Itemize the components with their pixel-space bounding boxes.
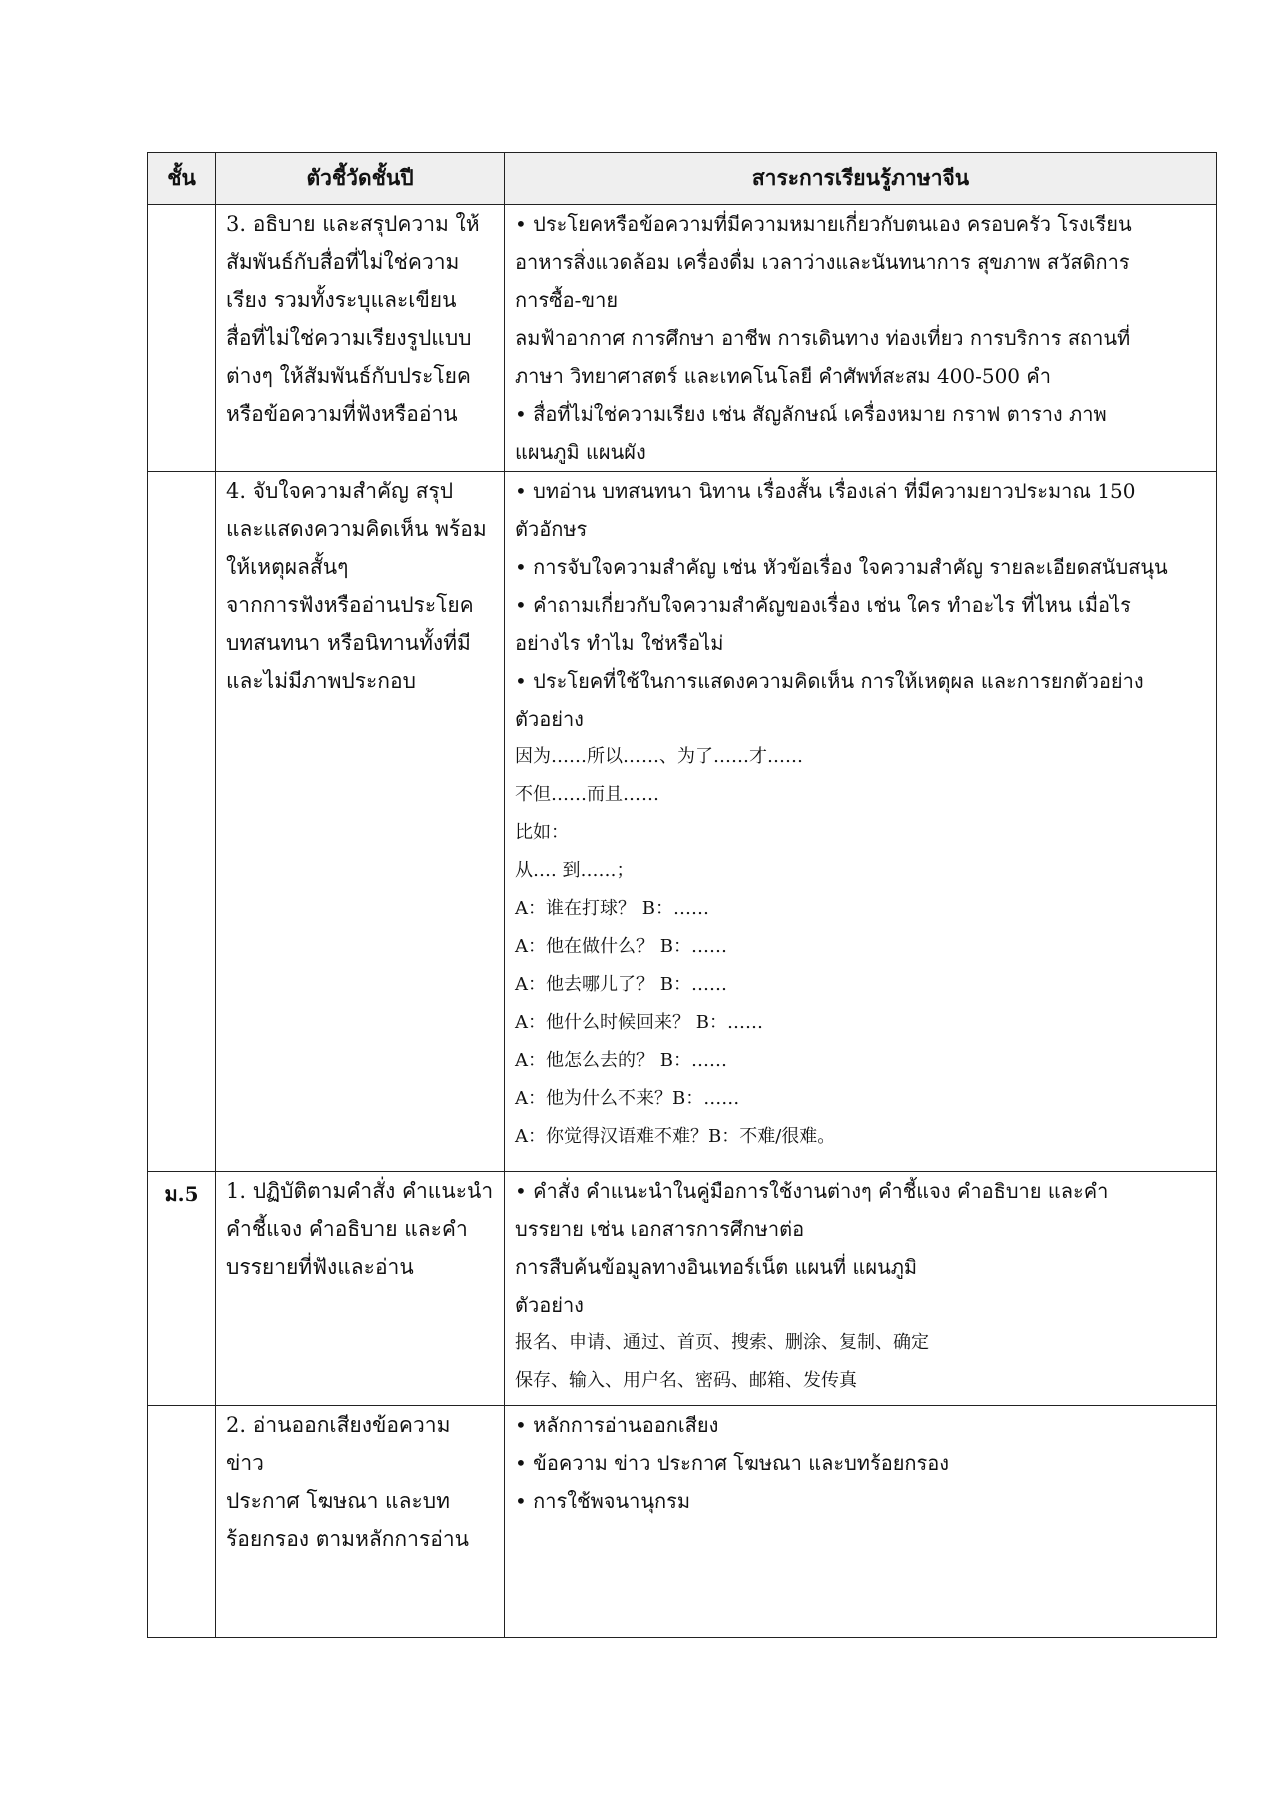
header-indicator: ตัวชี้วัดชั้นปี (216, 153, 505, 205)
indicator-line: บรรยายที่ฟังและอ่าน (226, 1255, 414, 1279)
grade-cell (148, 472, 216, 1172)
content-line: ลมฟ้าอากาศ การศึกษา อาชีพ การเดินทาง ท่องเที่ยว การบริการ สถานที่ (515, 326, 1131, 350)
example-line: 报名、申请、通过、首页、搜索、删涂、复制、确定 (515, 1332, 929, 1353)
indicator-line: 3. อธิบาย และสรุปความ ให้ (226, 212, 480, 236)
content-line: • บทอ่าน บทสนทนา นิทาน เรื่องสั้น เรื่องเล่า ที่มีความยาวประมาณ 150 (515, 479, 1136, 503)
content-cell (505, 205, 1217, 472)
indicator-line: 4. จับใจความสำคัญ สรุป (226, 479, 454, 503)
content-line: แผนภูมิ แผนผัง (515, 440, 646, 464)
indicator-line: 2. อ่านออกเสียงข้อความ ข่าว (226, 1413, 451, 1475)
example-line: A：谁在打球？ B：…… (515, 898, 709, 919)
content-line: • ประโยคที่ใช้ในการแสดงความคิดเห็น การให้เหตุผล และการยกตัวอย่าง (515, 669, 1144, 693)
header-content: สาระการเรียนรู้ภาษาจีน (505, 153, 1217, 205)
content-cell (505, 472, 1217, 1172)
content-line: ตัวอักษร (515, 517, 588, 541)
indicator-line: ต่างๆ ให้สัมพันธ์กับประโยค (226, 364, 471, 388)
example-line: A：他为什么不来？B：…… (515, 1088, 740, 1109)
example-line: 不但……而且…… (515, 784, 659, 805)
content-line: • หลักการอ่านออกเสียง (515, 1413, 719, 1437)
content-line: • การจับใจความสำคัญ เช่น หัวข้อเรื่อง ใจความสำคัญ รายละเอียดสนับสนุน (515, 555, 1168, 579)
example-line: A：你觉得汉语难不难？B：不难/很难。 (515, 1126, 836, 1147)
table-row (148, 1406, 1217, 1638)
indicator-line: เรียง รวมทั้งระบุและเขียน (226, 288, 457, 312)
content-line: ตัวอย่าง (515, 707, 584, 731)
indicator-line: และไม่มีภาพประกอบ (226, 669, 416, 693)
content-line: • คำสั่ง คำแนะนำในคู่มือการใช้งานต่างๆ คำชี้แจง คำอธิบาย และคำ (515, 1179, 1109, 1203)
indicator-line: ให้เหตุผลสั้นๆ (226, 555, 349, 579)
content-line: อาหารสิ่งแวดล้อม เครื่องดื่ม เวลาว่างและนันทนาการ สุขภาพ สวัสดิการ (515, 250, 1130, 274)
indicator-line: สัมพันธ์กับสื่อที่ไม่ใช่ความ (226, 250, 460, 274)
indicator-line: จากการฟังหรืออ่านประโยค (226, 593, 474, 617)
example-line: A：他去哪儿了？ B：…… (515, 974, 727, 995)
content-line: ภาษา วิทยาศาสตร์ และเทคโนโลยี คำศัพท์สะสม 400-500 คำ (515, 364, 1051, 388)
content-cell (505, 1406, 1217, 1638)
indicator-line: ประกาศ โฆษณา และบท (226, 1489, 450, 1513)
example-line: A：他什么时候回来？ B：…… (515, 1012, 763, 1033)
content-line: • คำถามเกี่ยวกับใจความสำคัญของเรื่อง เช่น ใคร ทำอะไร ที่ไหน เมื่อไร (515, 593, 1131, 617)
indicator-cell (216, 1406, 505, 1638)
content-line: การซื้อ-ขาย (515, 288, 619, 312)
curriculum-table (147, 152, 1217, 1638)
content-line: บรรยาย เช่น เอกสารการศึกษาต่อ (515, 1217, 805, 1241)
indicator-line: 1. ปฏิบัติตามคำสั่ง คำแนะนำ (226, 1179, 494, 1203)
example-line: 保存、输入、用户名、密码、邮箱、发传真 (515, 1370, 857, 1391)
indicator-line: หรือข้อความที่ฟังหรืออ่าน (226, 402, 458, 426)
indicator-line: สื่อที่ไม่ใช่ความเรียงรูปแบบ (226, 326, 472, 350)
content-line: • สื่อที่ไม่ใช่ความเรียง เช่น สัญลักษณ์ เครื่องหมาย กราฟ ตาราง ภาพ (515, 402, 1107, 426)
table-row (148, 205, 1217, 472)
indicator-line: ร้อยกรอง ตามหลักการอ่าน (226, 1527, 469, 1551)
indicator-line: บทสนทนา หรือนิทานทั้งที่มี (226, 631, 471, 655)
header-row (148, 153, 1217, 205)
grade-cell: ม.5 (148, 1172, 216, 1406)
example-line: 因为……所以……、为了……才…… (515, 746, 803, 767)
content-line: • ประโยคหรือข้อความที่มีความหมายเกี่ยวกับตนเอง ครอบครัว โรงเรียน (515, 212, 1132, 236)
indicator-cell (216, 1172, 505, 1406)
example-line: A：他怎么去的？ B：…… (515, 1050, 727, 1071)
header-grade: ชั้น (148, 153, 216, 205)
content-line: ตัวอย่าง (515, 1293, 584, 1317)
indicator-line: คำชี้แจง คำอธิบาย และคำ (226, 1217, 468, 1241)
content-cell (505, 1172, 1217, 1406)
indicator-line: และแสดงความคิดเห็น พร้อม (226, 517, 487, 541)
content-line: • ข้อความ ข่าว ประกาศ โฆษณา และบทร้อยกรอง (515, 1451, 950, 1475)
example-line: 比如： (515, 822, 569, 843)
content-line: การสืบค้นข้อมูลทางอินเทอร์เน็ต แผนที่ แผนภูมิ (515, 1255, 918, 1279)
content-line: อย่างไร ทำไม ใช่หรือไม่ (515, 631, 724, 655)
table-row (148, 1172, 1217, 1406)
grade-cell (148, 205, 216, 472)
table-row (148, 472, 1217, 1172)
example-line: A：他在做什么？ B：…… (515, 936, 727, 957)
indicator-cell (216, 472, 505, 1172)
grade-cell (148, 1406, 216, 1638)
content-line: • การใช้พจนานุกรม (515, 1489, 691, 1513)
example-line: 从…. 到……； (515, 860, 635, 881)
indicator-cell (216, 205, 505, 472)
